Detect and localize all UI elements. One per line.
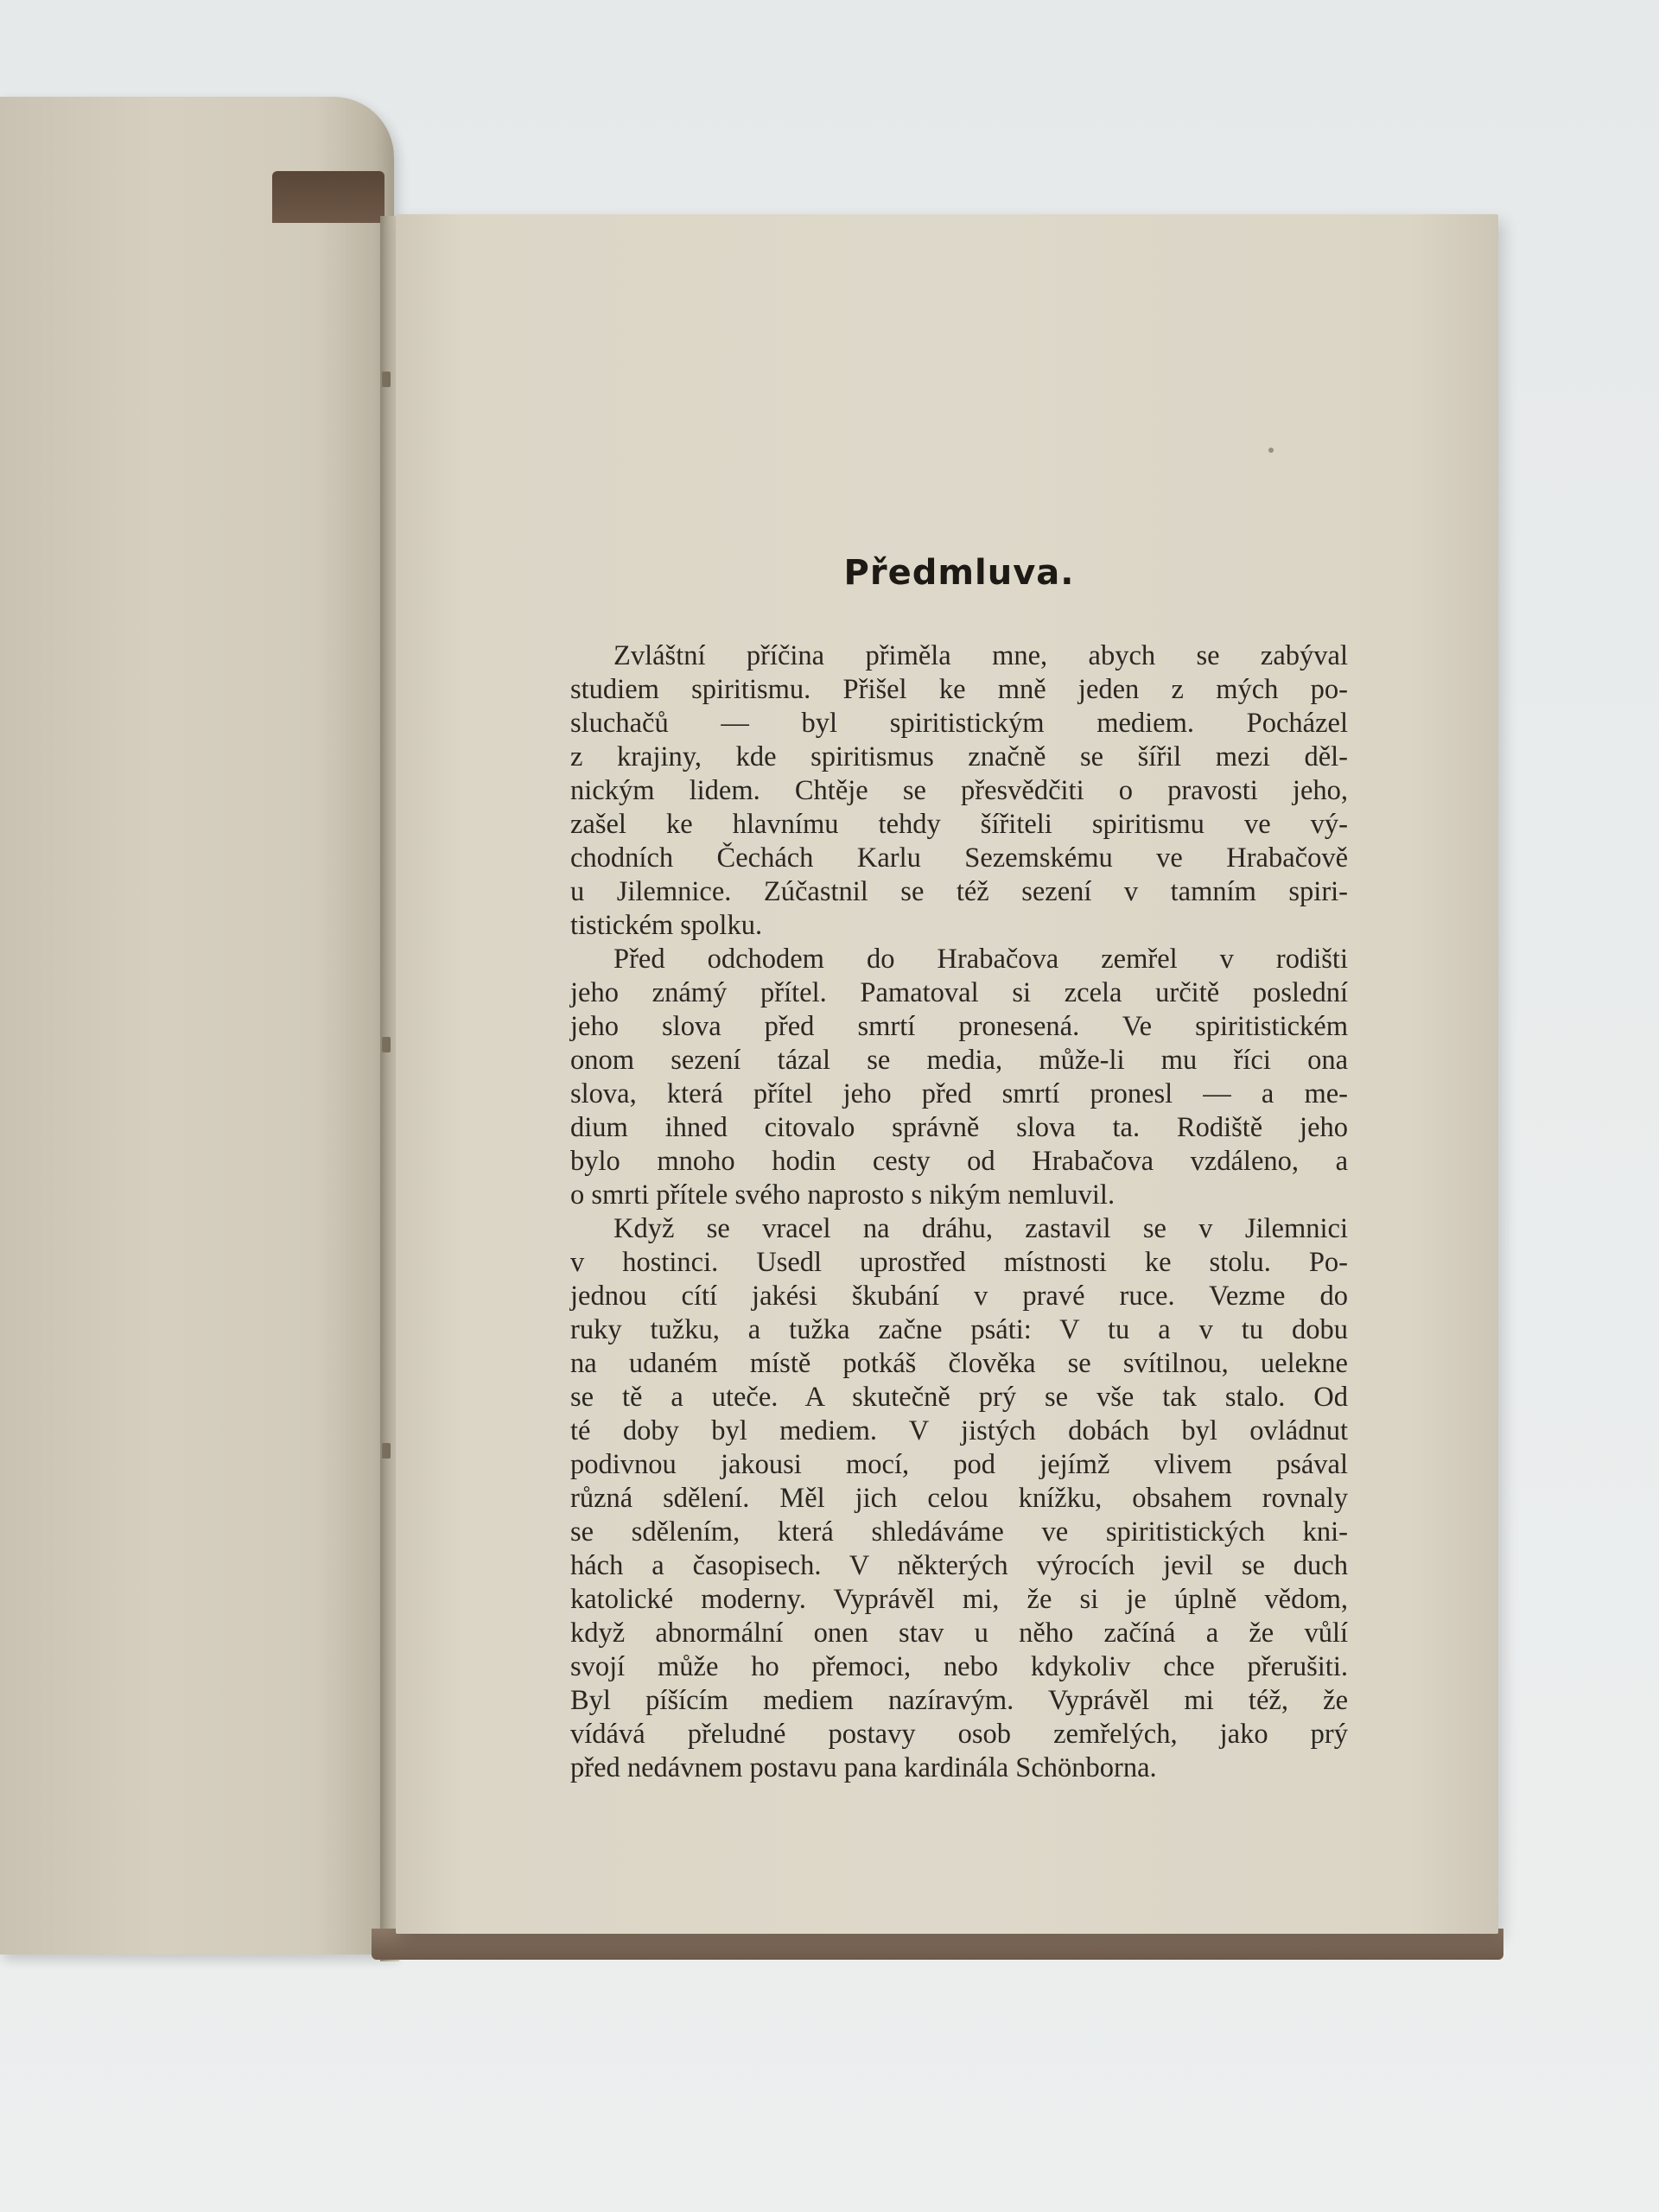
text-line: různá sdělení. Měl jich celou knížku, obsahem rovnaly (570, 1483, 1348, 1514)
text-line: té doby byl mediem. V jistých dobách byl ovládnut (570, 1415, 1348, 1446)
text-line: katolické moderny. Vyprávěl mi, že si je úplně vědom, (570, 1584, 1348, 1615)
text-line: Před odchodem do Hrabačova zemřel v rodišti (613, 944, 1348, 975)
paper-spot (1268, 448, 1274, 453)
text-line: zašel ke hlavnímu tehdy šířiteli spiritismu ve vý- (570, 809, 1348, 840)
text-line: před nedávnem postavu pana kardinála Schönborna. (570, 1752, 1157, 1783)
text-line: studiem spiritismu. Přišel ke mně jeden z mých po- (570, 674, 1348, 705)
binding-stitch (382, 1037, 391, 1052)
binding-stitch (382, 372, 391, 387)
paragraphs (570, 639, 1348, 1785)
text-line: dium ihned citovalo správně slova ta. Rodiště jeho (570, 1112, 1348, 1143)
text-line: v hostinci. Usedl uprostřed místnosti ke stolu. Po- (570, 1247, 1348, 1278)
text-line: u Jilemnice. Zúčastnil se též sezení v tamním spiri- (570, 876, 1348, 907)
text-line: onom sezení tázal se media, může-li mu říci ona (570, 1045, 1348, 1076)
text-line: podivnou jakousi mocí, pod jejímž vlivem psával (570, 1449, 1348, 1480)
text-line: slova, která přítel jeho před smrtí pronesl — a me- (570, 1078, 1348, 1109)
left-page (0, 97, 394, 1955)
text-line: jeho slova před smrtí pronesená. Ve spiritistickém (570, 1011, 1348, 1042)
text-line: svojí může ho přemoci, nebo kdykoliv chce přerušiti. (570, 1651, 1348, 1682)
text-line: se sdělením, která shledáváme ve spiritistických kni- (570, 1516, 1348, 1548)
paragraph (570, 943, 1348, 1212)
text-line: když abnormální onen stav u něho začíná a že vůlí (570, 1618, 1348, 1649)
text-line: tistickém spolku. (570, 910, 763, 941)
text-line: sluchačů — byl spiritistickým mediem. Pocházel (570, 708, 1348, 739)
paragraph (570, 1212, 1348, 1785)
text-line: Když se vracel na dráhu, zastavil se v Jilemnici (613, 1213, 1348, 1244)
page-text (570, 553, 1348, 1785)
binding-stitch (382, 1443, 391, 1459)
page-title: Předmluva. (843, 553, 1075, 593)
book-spine (272, 171, 385, 223)
text-line: ruky tužku, a tužka začne psáti: V tu a v tu dobu (570, 1314, 1348, 1345)
text-line: jeho známý přítel. Pamatoval si zcela určitě poslední (570, 977, 1348, 1008)
text-line: nickým lidem. Chtěje se přesvědčiti o pravosti jeho, (570, 775, 1348, 806)
text-line: vídává přeludné postavy osob zemřelých, jako prý (570, 1719, 1348, 1750)
text-line: z krajiny, kde spiritismus značně se šířil mezi děl- (570, 741, 1348, 772)
text-line: chodních Čechách Karlu Sezemskému ve Hrabačově (570, 842, 1348, 874)
text-line: Zvláštní příčina přiměla mne, abych se zabýval (613, 640, 1348, 671)
text-line: Byl píšícím mediem nazíravým. Vyprávěl mi též, že (570, 1685, 1348, 1716)
paragraph (570, 639, 1348, 943)
text-line: se tě a uteče. A skutečně prý se vše tak stalo. Od (570, 1382, 1348, 1413)
text-line: hách a časopisech. V některých výrocích jevil se duch (570, 1550, 1348, 1581)
text-line: na udaném místě potkáš člověka se svítilnou, uelekne (570, 1348, 1348, 1379)
text-line: bylo mnoho hodin cesty od Hrabačova vzdáleno, a (570, 1146, 1348, 1177)
text-line: jednou cítí jakési škubání v pravé ruce. Vezme do (570, 1281, 1348, 1312)
text-line: o smrti přítele svého naprosto s nikým nemluvil. (570, 1179, 1116, 1211)
